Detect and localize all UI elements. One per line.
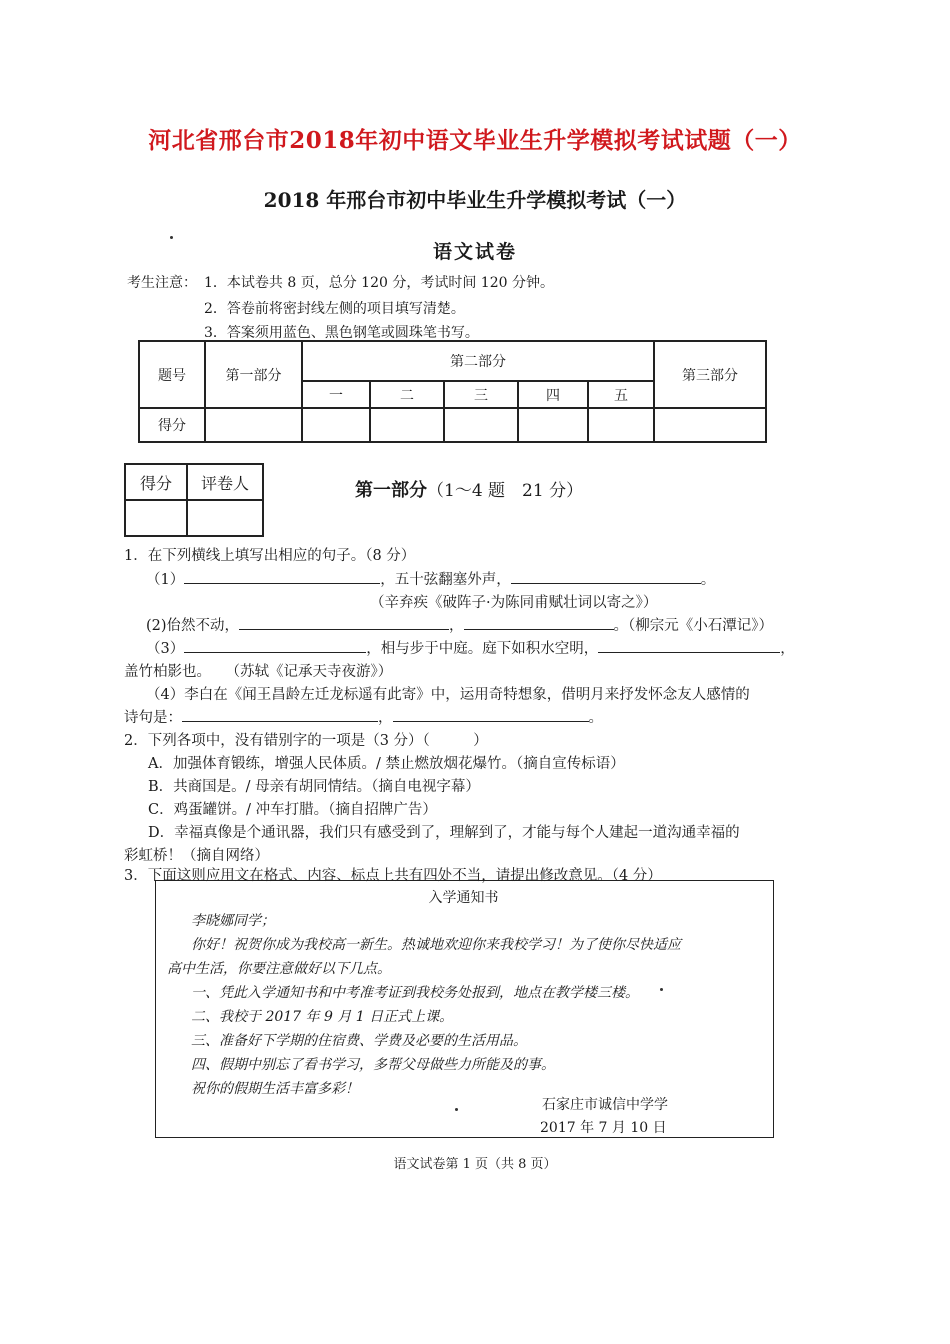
q1-c-continuation: 盖竹柏影也。 （苏轼《记承天寺夜游》） <box>124 664 393 680</box>
grader-name-label: 评卷人 <box>187 464 263 500</box>
notice-item-2: 2．答卷前将密封线左侧的项目填写清楚。 <box>204 301 465 317</box>
q1-b-end: 。（柳宗元《小石潭记》） <box>613 618 774 634</box>
score-table-score-label: 得分 <box>139 408 205 442</box>
score-cell[interactable] <box>654 408 766 442</box>
subject-title: 语文试卷 <box>432 241 517 263</box>
q2-option-a: A．加强体育锻练，增强人民体质。/ 禁止燃放烟花爆竹。（摘自宣传标语） <box>148 756 625 772</box>
letter-greeting: 李晓娜同学； <box>191 913 275 929</box>
part-one-title: 第一部分 <box>355 480 427 501</box>
grader-score-cell[interactable] <box>125 500 187 536</box>
letter-item-4: 四、假期中别忘了看书学习，多帮父母做些力所能及的事。 <box>191 1057 555 1073</box>
answer-blank[interactable] <box>511 569 701 584</box>
q1-line-4 <box>124 706 603 727</box>
answer-blank[interactable] <box>184 638 366 653</box>
grader-box <box>124 463 264 537</box>
q1-a-end: 。 <box>700 572 716 588</box>
letter-paragraph-line2: 高中生活，你要注意做好以下几点。 <box>167 961 391 977</box>
q1-line-3 <box>146 637 795 658</box>
letter-item-2: 二、我校于 2017 年 9 月 1 日正式上课。 <box>191 1009 454 1025</box>
answer-blank[interactable] <box>393 707 589 722</box>
exam-title: 2018 年邢台市初中毕业生升学模拟考试（一） <box>263 188 687 212</box>
score-cell[interactable] <box>588 408 654 442</box>
part-one-heading <box>355 476 583 502</box>
score-cell[interactable] <box>444 408 518 442</box>
score-table-header-part3: 第三部分 <box>654 341 766 408</box>
score-table-header-part1: 第一部分 <box>205 341 302 408</box>
q1-d-end: 。 <box>588 710 603 726</box>
score-table-header-part2: 第二部分 <box>302 341 654 381</box>
q2-stem: 2．下列各项中，没有错别字的一项是（3 分）（ ） <box>124 733 488 749</box>
grader-score-label: 得分 <box>125 464 187 500</box>
q1-a-source: （辛弃疾《破阵子·为陈同甫赋壮词以寄之》） <box>370 595 658 611</box>
document-title: 河北省邢台市2018年初中语文毕业生升学模拟考试试题（一） <box>148 127 802 154</box>
q1-b-num: (2) <box>146 618 167 634</box>
q3-stem: 3．下面这则应用文在格式、内容、标点上共有四处不当，请提出修改意见。（4 分） <box>124 868 662 884</box>
scan-speck <box>660 988 663 991</box>
q1-c-mid: ，相与步于中庭。庭下如积水空明， <box>366 641 599 657</box>
score-table-header-num: 题号 <box>139 341 205 408</box>
q1-line-1 <box>146 568 715 589</box>
q1-stem: 1．在下列横线上填写出相应的句子。（8 分） <box>124 548 416 564</box>
score-cell[interactable] <box>302 408 370 442</box>
grader-name-cell[interactable] <box>187 500 263 536</box>
notice-item-3: 3．答案须用蓝色、黑色钢笔或圆珠笔书写。 <box>204 325 479 341</box>
q1-d-label: 诗句是： <box>124 710 182 726</box>
q1-c-num: （3） <box>146 641 185 657</box>
q1-d-line1: （4）李白在《闻王昌龄左迁龙标遥有此寄》中，运用奇特想象，借明月来抒发怀念友人感情的 <box>146 687 750 703</box>
score-table-sub-3: 三 <box>444 381 518 408</box>
score-table-sub-1: 一 <box>302 381 370 408</box>
q2-option-d-line2: 彩虹桥！（摘自网络） <box>124 848 269 864</box>
part-one-detail: （1～4 题 21 分） <box>427 481 584 501</box>
letter-date: 2017 年 7 月 10 日 <box>540 1120 667 1136</box>
notice-label: 考生注意： <box>127 275 197 291</box>
answer-blank[interactable] <box>598 638 780 653</box>
q1-b-mid: ， <box>449 618 464 634</box>
answer-blank[interactable] <box>239 615 449 630</box>
q1-d-mid: ， <box>378 710 393 726</box>
letter-sender: 石家庄市诚信中学学 <box>542 1097 668 1113</box>
score-cell[interactable] <box>205 408 302 442</box>
score-table-sub-4: 四 <box>518 381 588 408</box>
answer-blank[interactable] <box>464 615 614 630</box>
answer-blank[interactable] <box>182 707 378 722</box>
page-footer: 语文试卷第 1 页（共 8 页） <box>393 1157 557 1172</box>
score-cell[interactable] <box>370 408 444 442</box>
answer-blank[interactable] <box>184 569 380 584</box>
score-cell[interactable] <box>518 408 588 442</box>
scan-speck <box>455 1108 458 1111</box>
letter-closing-wish: 祝你的假期生活丰富多彩！ <box>191 1081 359 1097</box>
q1-c-end: ， <box>780 641 795 657</box>
q2-option-b: B．共商国是。/ 母亲有胡同情结。（摘自电视字幕） <box>148 779 480 795</box>
letter-paragraph-line1: 你好！祝贺你成为我校高一新生。热诚地欢迎你来我校学习！为了使你尽快适应 <box>191 937 681 953</box>
letter-title: 入学通知书 <box>428 890 499 906</box>
score-table <box>138 340 767 443</box>
q2-option-c: C．鸡蛋罐饼。/ 冲车打腊。（摘自招牌广告） <box>148 802 437 818</box>
letter-item-1: 一、凭此入学通知书和中考准考证到我校务处报到，地点在教学楼三楼。 <box>191 985 639 1001</box>
letter-item-3: 三、准备好下学期的住宿费、学费及必要的生活用品。 <box>191 1033 527 1049</box>
q1-a-mid: ，五十弦翻塞外声， <box>380 572 511 588</box>
notice-item-1: 1．本试卷共 8 页，总分 120 分，考试时间 120 分钟。 <box>204 275 554 291</box>
q1-line-2 <box>146 614 773 635</box>
score-table-sub-2: 二 <box>370 381 444 408</box>
q1-b-start: 佁然不动， <box>166 618 240 634</box>
score-table-sub-5: 五 <box>588 381 654 408</box>
q2-option-d-line1: D．幸福真像是个通讯器，我们只有感受到了，理解到了，才能与每个人建起一道沟通幸福的 <box>148 825 740 841</box>
q1-a-num: （1） <box>146 572 185 588</box>
